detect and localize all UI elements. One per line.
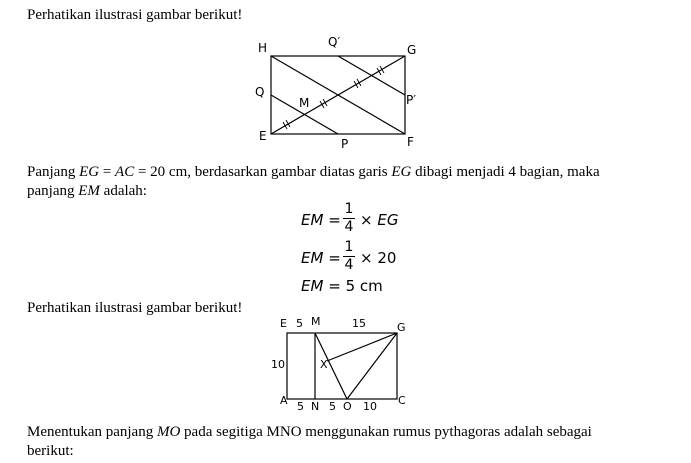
- intro-text-2: Perhatikan ilustrasi gambar berikut!: [27, 300, 243, 316]
- label-f: F: [407, 135, 414, 149]
- var-eg-2: EG: [391, 164, 412, 180]
- label-a: A: [280, 394, 288, 407]
- label-top-15: 15: [352, 317, 366, 330]
- label-n: N: [311, 400, 320, 413]
- label-h: H: [258, 41, 268, 55]
- var-em: EM: [78, 183, 100, 199]
- label-q-prime: Q′: [328, 35, 341, 49]
- label-c: C: [398, 394, 406, 407]
- paragraph-2-line-2: berikut:: [27, 443, 74, 459]
- paragraph-2-line-1: Menentukan panjang MO pada segitiga MNO menggunakan rumus pythagoras adalah sebagai: [27, 424, 592, 440]
- label-x: X: [320, 358, 328, 371]
- var-eg: EG: [79, 164, 100, 180]
- intro-text-1: Perhatikan ilustrasi gambar berikut!: [27, 7, 243, 23]
- label-left-10: 10: [271, 358, 285, 371]
- label-m-2: M: [311, 315, 321, 328]
- label-bot-10: 10: [363, 400, 377, 413]
- var-mo: MO: [156, 424, 181, 440]
- label-e: E: [259, 129, 267, 143]
- label-top-5: 5: [296, 317, 303, 330]
- label-q: Q: [255, 85, 265, 99]
- label-g: G: [407, 43, 417, 57]
- label-bot-5a: 5: [297, 400, 304, 413]
- paragraph-1-line-1: Panjang EG = AC = 20 cm, berdasarkan gambar diatas garis EG dibagi menjadi 4 bagian, maka: [27, 164, 600, 180]
- label-o: O: [343, 400, 352, 413]
- label-p: P: [341, 137, 349, 151]
- label-p-prime: P′: [406, 93, 416, 107]
- fraction-2: 1 4: [344, 239, 354, 273]
- label-bot-5b: 5: [329, 400, 336, 413]
- var-ac: AC: [115, 164, 135, 180]
- paragraph-1-line-2: panjang EM adalah:: [27, 183, 147, 199]
- figure-rectangle-efgh: [250, 30, 430, 152]
- label-m: M: [299, 96, 310, 110]
- figure-rectangle-aceg: [265, 312, 425, 416]
- fraction-1: 1 4: [344, 201, 354, 235]
- label-e-2: E: [280, 317, 287, 330]
- label-g-2: G: [397, 321, 406, 334]
